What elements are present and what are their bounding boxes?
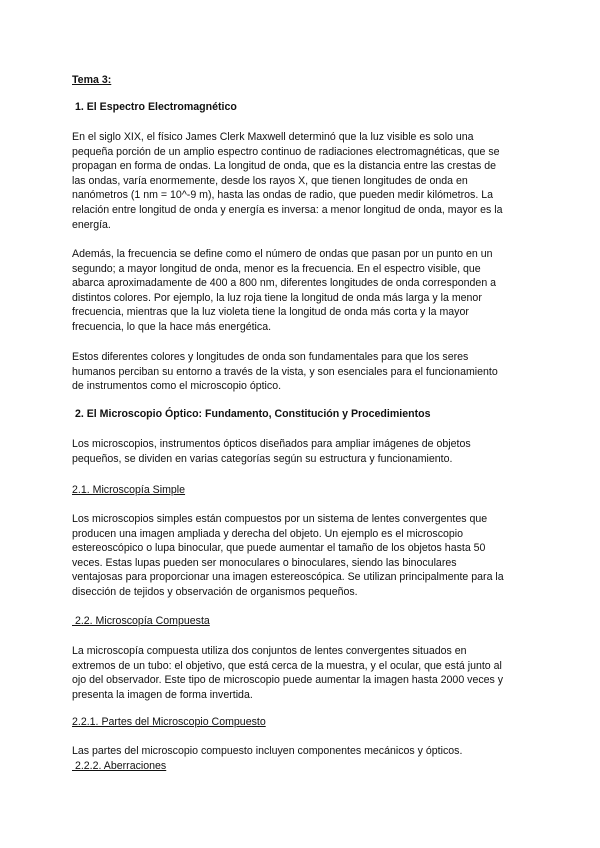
- text-line: Además, la frecuencia se define como el número de ondas que pasan por un punto en un: [72, 248, 493, 260]
- text-line: energía.: [72, 218, 111, 231]
- section1-heading: 1. El Espectro Electromagnético: [72, 101, 237, 113]
- text-line: de instrumentos como el microscopio óptico.: [72, 380, 282, 393]
- section1-paragraph-2: [72, 247, 496, 335]
- text-line: ojo del observador. Este tipo de microscopio puede aumentar la imagen hasta 2000 veces y: [72, 674, 504, 687]
- subsection-2-2-paragraph: [72, 644, 503, 702]
- section1-paragraph-3: [72, 350, 498, 394]
- section2-heading: 2. El Microscopio Óptico: Fundamento, Constitución y Procedimientos: [72, 408, 431, 420]
- text-line: disección de tejidos y observación de organismos pequeños.: [72, 585, 358, 598]
- text-line: ventajosas para proporcionar una imagen estereoscópica. Se utilizan principalmente para la: [72, 571, 504, 584]
- section2-paragraph-1: [72, 437, 471, 466]
- subsection-2-1-heading: 2.1. Microscopía Simple: [72, 484, 186, 496]
- text-line: La microscopía compuesta utiliza dos conjuntos de lentes convergentes situados en: [72, 645, 467, 657]
- text-line: producen una imagen ampliada y derecha del objeto. Un ejemplo es el microscopio: [72, 527, 464, 540]
- text-line: segundo; a mayor longitud de onda, menor es la frecuencia. En el espectro visible, que: [72, 262, 481, 275]
- text-line: Los microscopios, instrumentos ópticos diseñados para ampliar imágenes de objetos: [72, 438, 471, 450]
- subsection-2-1-paragraph: [72, 512, 504, 600]
- text-line: veces. Estas lupas pueden ser monoculares o binoculares, siendo las binoculares: [72, 556, 457, 569]
- text-line: frecuencia, mientras que la luz violeta tiene la longitud de onda más corta y la mayor: [72, 306, 469, 319]
- text-line: Estos diferentes colores y longitudes de onda son fundamentales para que los seres: [72, 351, 469, 363]
- text-line: abarca aproximadamente de 400 a 800 nm, diferentes longitudes de onda corresponden a: [72, 277, 497, 290]
- text-line: propagan en forma de ondas. La longitud de onda, que es la distancia entre las crestas de: [72, 160, 497, 173]
- text-line: pequeños, se dividen en varias categorías según su estructura y funcionamiento.: [72, 452, 453, 465]
- subsection-2-2-heading: 2.2. Microscopía Compuesta: [72, 615, 210, 627]
- text-line: pequeña porción de un amplio espectro continuo de radiaciones electromagnéticas, que se: [72, 145, 500, 158]
- text-line: frecuencia, lo que la hace más energética.: [72, 320, 272, 333]
- subsection-2-2-1-heading: 2.2.1. Partes del Microscopio Compuesto: [72, 716, 266, 728]
- section1-paragraph-1: [72, 130, 503, 232]
- text-line: En el siglo XIX, el físico James Clerk Maxwell determinó que la luz visible es solo una: [72, 131, 474, 143]
- text-line: estereoscópico o lupa binocular, que puede aumentar el tamaño de los objetos hasta 50: [72, 542, 486, 555]
- subsection-2-2-2-heading: 2.2.2. Aberraciones: [72, 760, 167, 772]
- text-line: presenta la imagen de forma invertida.: [72, 688, 253, 701]
- document-title: Tema 3:: [72, 74, 112, 86]
- text-line: nanómetros (1 nm = 10^-9 m), hasta las ondas de radio, que pueden medir kilómetros. La: [72, 189, 494, 202]
- text-line: relación entre longitud de onda y energía es inversa: a menor longitud de onda, mayor es la: [72, 203, 503, 216]
- subsection-2-2-1-paragraph: Las partes del microscopio compuesto incluyen componentes mecánicos y ópticos.: [72, 745, 463, 757]
- text-line: distintos colores. Por ejemplo, la luz roja tiene la longitud de onda más larga y la menor: [72, 291, 482, 304]
- text-line: las ondas, varía enormemente, desde los rayos X, que tienen longitudes de onda en: [72, 174, 468, 187]
- text-line: Los microscopios simples están compuestos por un sistema de lentes convergentes que: [72, 513, 488, 525]
- text-line: humanos perciban su entorno a través de la vista, y son esenciales para el funcionamiento: [72, 365, 498, 378]
- text-line: extremos de un tubo: el objetivo, que está cerca de la muestra, y el ocular, que está junto al: [72, 659, 502, 672]
